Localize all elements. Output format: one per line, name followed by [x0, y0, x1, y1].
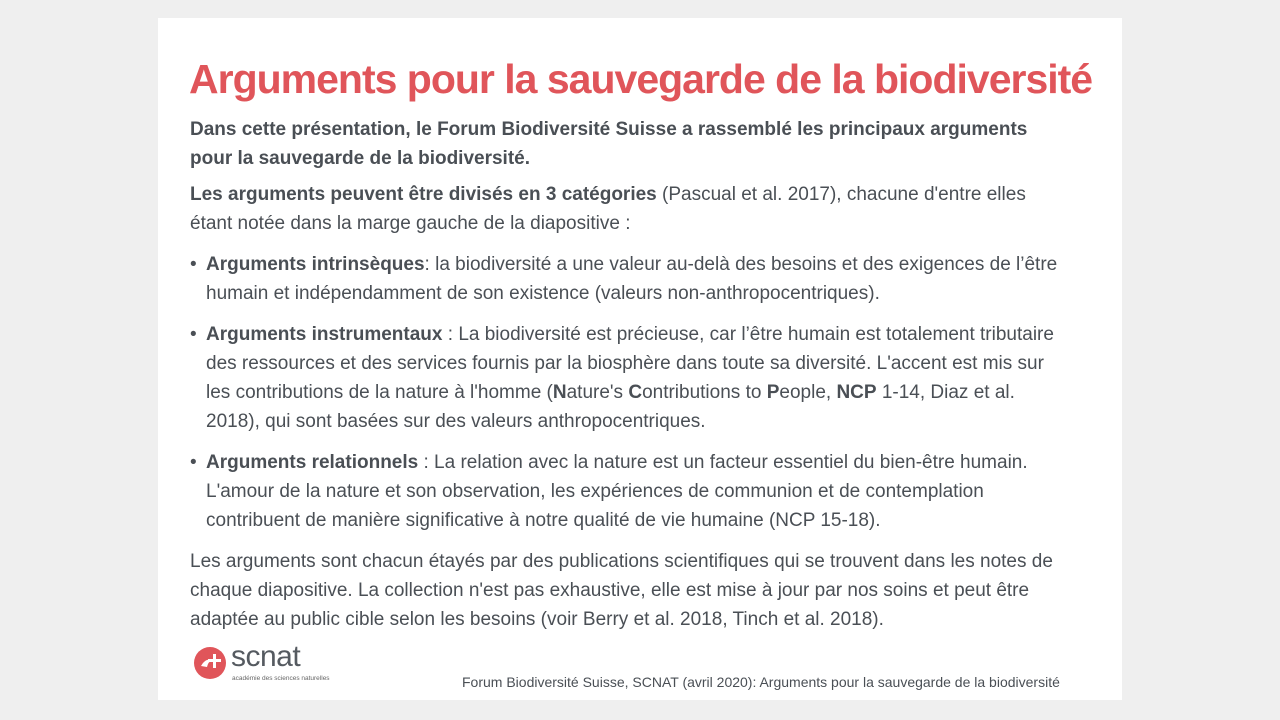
scnat-logo-word: scnat — [231, 640, 301, 673]
slide-title: Arguments pour la sauvegarde de la biodiversité — [189, 56, 1093, 102]
ncp-letter-c: C — [628, 382, 643, 403]
ncp-letter-p: P — [766, 382, 780, 403]
argument-term: Arguments relationnels — [206, 452, 419, 473]
argument-instrumental — [190, 320, 1070, 436]
ncp-letter-n: N — [552, 382, 567, 403]
slide-content — [190, 115, 1070, 634]
argument-intrinsic — [190, 250, 1070, 308]
categories-intro-bold: Les arguments peuvent être divisés en 3 catégories — [190, 184, 657, 205]
argument-text: : La biodiversité est précieuse, car l’être humain est totalement tributaire des ressources et des services fournis par la biosphère dans toute sa diversité. L'accent est mis sur les contributions de la nature à l'homme ( — [206, 324, 1054, 403]
ncp-abbrev: NCP — [836, 382, 877, 403]
argument-term: Arguments intrinsèques — [206, 254, 425, 275]
scnat-logo — [193, 640, 353, 684]
ncp-text: ontributions to — [642, 382, 767, 403]
scnat-logo-icon — [193, 646, 227, 680]
argument-text: : la biodiversité a une valeur au-delà des besoins et des exigences de l’être humain et indépendamment de son existence (valeurs non-anthropocentriques). — [206, 254, 1058, 304]
arguments-list — [190, 250, 1070, 535]
ncp-text: eople, — [779, 382, 837, 403]
ncp-text: ature's — [566, 382, 629, 403]
argument-text-after: 1-14, Diaz et al. 2018), qui sont basées sur des valeurs anthropocentriques. — [206, 382, 1015, 432]
footer-citation: Forum Biodiversité Suisse, SCNAT (avril 2020): Arguments pour la sauvegarde de la biodiversité — [462, 674, 1060, 690]
closing-paragraph: Les arguments sont chacun étayés par des publications scientifiques qui se trouvent dans les notes de chaque diapositive. La collection n'est pas exhaustive, elle est mise à jour par nos soins et peut être adaptée au public cible selon les besoins (voir Berry et al. 2018, Tinch et al. 2018). — [190, 551, 1053, 630]
argument-text: : La relation avec la nature est un facteur essentiel du bien-être humain. L'amour de la nature et son observation, les expériences de communion et de contemplation contribuent de manière significative à notre qualité de vie humaine (NCP 15-18). — [206, 452, 1028, 531]
argument-term: Arguments instrumentaux — [206, 324, 443, 345]
categories-intro-rest: (Pascual et al. 2017), chacune d'entre elles étant notée dans la marge gauche de la diapositive : — [190, 184, 1026, 234]
lead-paragraph: Dans cette présentation, le Forum Biodiversité Suisse a rassemblé les principaux arguments pour la sauvegarde de la biodiversité. — [190, 119, 1028, 169]
scnat-logo-subtitle: académie des sciences naturelles — [232, 675, 330, 682]
slide — [158, 18, 1122, 700]
categories-intro — [190, 180, 1070, 238]
argument-relational — [190, 448, 1070, 535]
